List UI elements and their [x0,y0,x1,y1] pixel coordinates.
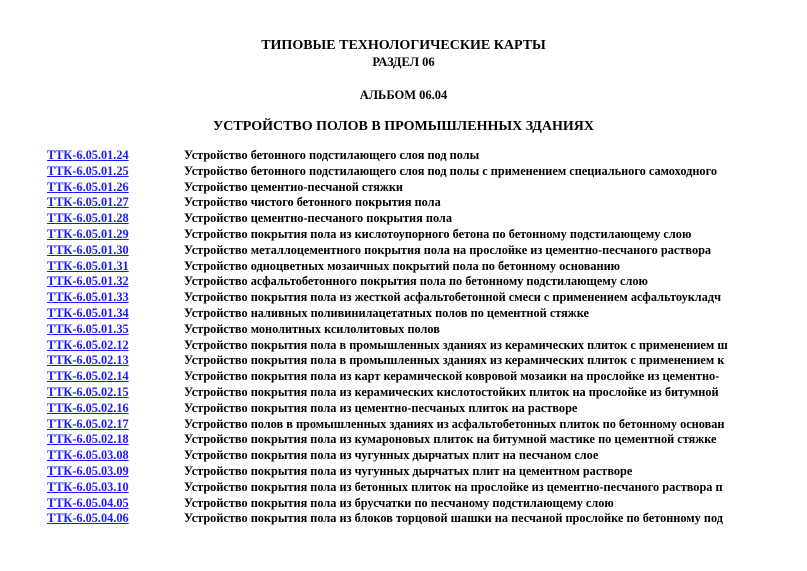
document-title: Устройство покрытия пола из цементно-песчаных плиток на растворе [184,400,578,415]
document-code-link[interactable]: ТТК-6.05.02.16 [47,400,129,415]
document-row [0,180,772,196]
document-row [0,511,772,527]
document-row [0,195,772,211]
document-title: Устройство покрытия пола из кислотоупорного бетона по бетонному подстилающему слою [184,226,692,241]
document-row [0,385,772,401]
document-code-link[interactable]: ТТК-6.05.04.06 [47,511,129,526]
document-row [0,448,772,464]
document-row [0,353,772,369]
document-title: Устройство полов в промышленных зданиях из асфальтобетонных плиток по бетонному основан [184,416,725,431]
document-row [0,464,772,480]
document-title: Устройство покрытия пола из бетонных плиток на прослойке из цементно-песчаного раствора п [184,479,723,494]
document-title: Устройство бетонного подстилающего слоя под полы [184,148,480,162]
document-list [0,148,772,532]
series-heading: ТИПОВЫЕ ТЕХНОЛОГИЧЕСКИЕ КАРТЫ [261,38,546,53]
document-title: Устройство покрытия пола из чугунных дырчатых плит на песчаном слое [184,448,599,463]
document-title: Устройство цементно-песчаного покрытия пола [184,211,452,226]
document-code-link[interactable]: ТТК-6.05.01.25 [47,163,129,178]
document-title: Устройство покрытия пола из карт керамической ковровой мозаики на прослойке из цементно- [184,369,720,384]
document-row [0,259,772,275]
document-row [0,306,772,322]
document-code-link[interactable]: ТТК-6.05.02.15 [47,384,129,399]
document-code-link[interactable]: ТТК-6.05.03.10 [47,479,129,494]
document-row [0,480,772,496]
document-code-link[interactable]: ТТК-6.05.02.14 [47,369,129,384]
document-title: Устройство металлоцементного покрытия пола на прослойке из цементно-песчаного раствора [184,242,712,257]
document-row [0,211,772,227]
document-code-link[interactable]: ТТК-6.05.03.08 [47,448,129,463]
document-title: Устройство покрытия пола из чугунных дырчатых плит на цементном растворе [184,463,633,478]
document-code-link[interactable]: ТТК-6.05.01.29 [47,226,129,241]
document-code-link[interactable]: ТТК-6.05.01.35 [47,321,129,336]
document-code-link[interactable]: ТТК-6.05.02.13 [47,353,129,368]
document-row [0,274,772,290]
document-row [0,164,772,180]
section-heading: РАЗДЕЛ 06 [372,55,435,69]
document-code-link[interactable]: ТТК-6.05.01.27 [47,195,129,210]
document-row [0,322,772,338]
document-title: Устройство бетонного подстилающего слоя под полы с применением специального самоходного [184,163,717,178]
album-heading: АЛЬБОМ 06.04 [359,88,448,102]
document-code-link[interactable]: ТТК-6.05.02.12 [47,337,129,352]
document-title: Устройство покрытия пола из жесткой асфальтобетонной смеси с применением асфальтоукладч [184,290,722,305]
document-row [0,369,772,385]
document-title: Устройство монолитных ксилолитовых полов [184,321,440,336]
document-title: Устройство наливных поливинилацетатных полов по цементной стяжке [184,305,589,320]
document-code-link[interactable]: ТТК-6.05.01.34 [47,305,129,320]
document-code-link[interactable]: ТТК-6.05.01.30 [47,242,129,257]
document-code-link[interactable]: ТТК-6.05.01.33 [47,290,129,305]
document-code-link[interactable]: ТТК-6.05.01.28 [47,211,129,226]
document-title: Устройство цементно-песчаной стяжки [184,179,403,194]
document-title: Устройство покрытия пола из керамических кислотостойких плиток на прослойке из битумной [184,384,719,399]
document-code-link[interactable]: ТТК-6.05.01.32 [47,274,129,289]
document-title: Устройство одноцветных мозаичных покрытий пола по бетонному основанию [184,258,621,273]
document-row [0,290,772,306]
document-code-link[interactable]: ТТК-6.05.01.24 [47,148,129,162]
document-row [0,401,772,417]
document-code-link[interactable]: ТТК-6.05.04.05 [47,495,129,510]
document-code-link[interactable]: ТТК-6.05.02.17 [47,416,129,431]
document-row [0,227,772,243]
document-title: Устройство асфальтобетонного покрытия пола по бетонному подстилающему слою [184,274,648,289]
page-title: УСТРОЙСТВО ПОЛОВ В ПРОМЫШЛЕННЫХ ЗДАНИЯХ [213,119,594,134]
document-code-link[interactable]: ТТК-6.05.01.26 [47,179,129,194]
document-code-link[interactable]: ТТК-6.05.01.31 [47,258,129,273]
document-title: Устройство покрытия пола из брусчатки по песчаному подстилающему слою [184,495,614,510]
document-title: Устройство покрытия пола из кумароновых плиток на битумной мастике по цементной стяжке [184,432,717,447]
document-code-link[interactable]: ТТК-6.05.03.09 [47,463,129,478]
document-row [0,243,772,259]
document-row [0,432,772,448]
document-code-link[interactable]: ТТК-6.05.02.18 [47,432,129,447]
document-title: Устройство чистого бетонного покрытия пола [184,195,441,210]
document-row [0,496,772,512]
document-title: Устройство покрытия пола из блоков торцовой шашки на песчаной прослойке по бетонному под [184,511,724,526]
document-title: Устройство покрытия пола в промышленных зданиях из керамических плиток с применением ш [184,337,728,352]
document-title: Устройство покрытия пола в промышленных зданиях из керамических плиток с применением к [184,353,725,368]
document-row [0,148,772,164]
document-row [0,417,772,433]
document-row [0,338,772,354]
